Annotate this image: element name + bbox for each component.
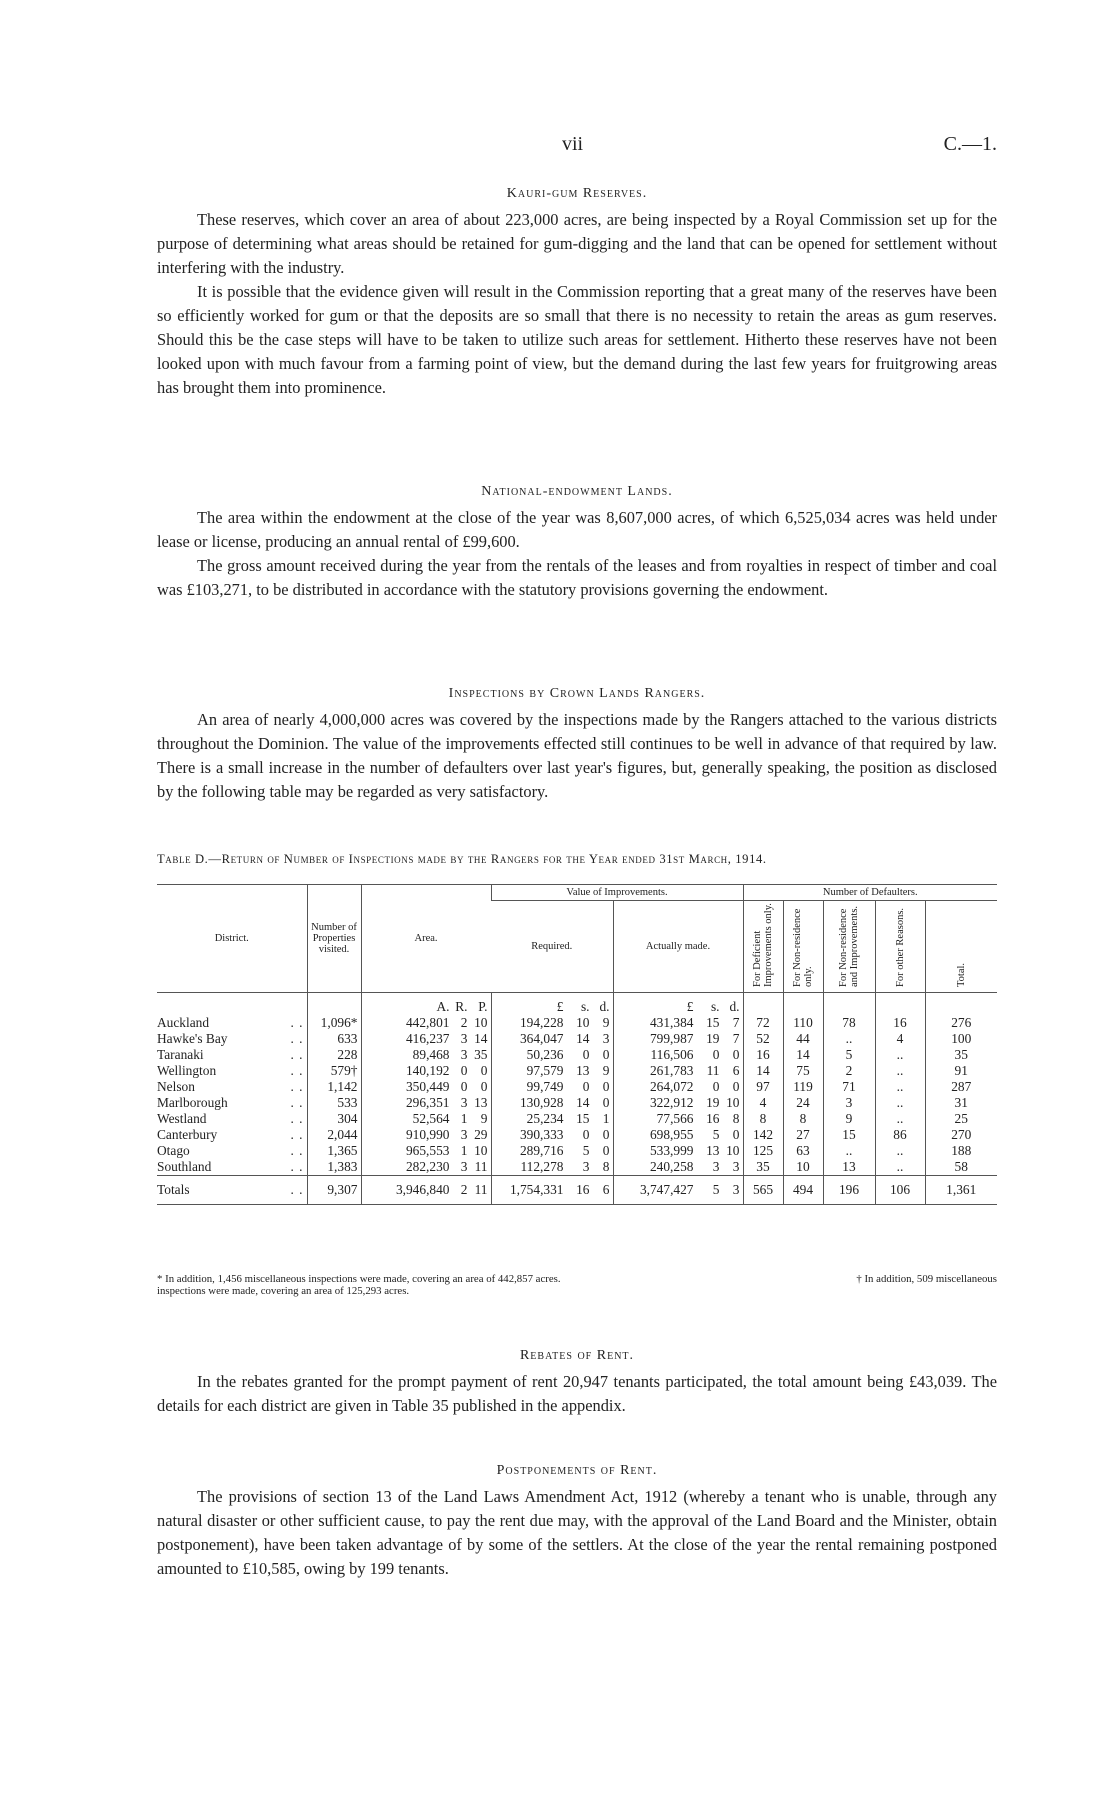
area-acres: 282,230 [405,1159,450,1174]
defaulters-d1: 35 [756,1159,770,1174]
actual-shillings: 3 [712,1159,720,1174]
required-pence: 1 [602,1111,610,1126]
paragraph: An area of nearly 4,000,000 acres was covered by the inspections made by the Rangers attached to the various districts throughout the Dominion. The value of the improvements effected still continues to be well in advance of that required by law. There is a small increase in the number of defaulters over last year's figures, but, generally speaking, the position as disclosed by the following table may be regarded as very satisfactory. [157,710,997,801]
area-acres: 89,468 [412,1047,450,1062]
defaulters-d3: 15 [842,1127,856,1142]
defaulters-d4: 86 [893,1127,907,1142]
required-pounds: 97,579 [526,1063,564,1078]
area-perches: 29 [474,1127,488,1142]
area-perches: 13 [474,1095,488,1110]
area-perches: 10 [474,1143,488,1158]
actual-pounds: 77,566 [656,1111,694,1126]
defaulters-tot: 100 [951,1031,972,1046]
defaulters-d4: .. [896,1063,904,1078]
required-pounds: 390,333 [519,1127,564,1142]
defaulters-tot: 1,361 [946,1182,977,1197]
area-roods: 3 [460,1047,468,1062]
area-acres: 416,237 [405,1031,450,1046]
inspections-table [157,884,997,1205]
properties-visited: 633 [337,1031,358,1046]
header-actual: Actually made. [613,901,743,993]
area-acres: 296,351 [405,1095,450,1110]
heading-postponements: Postponements of Rent. [496,1463,658,1478]
defaulters-d1: 52 [756,1031,770,1046]
actual-pence: 6 [732,1063,740,1078]
defaulters-d2: 63 [796,1143,810,1158]
defaulters-d1: 8 [759,1111,767,1126]
actual-pence: 8 [732,1111,740,1126]
area-perches: 11 [474,1182,488,1197]
paragraph: It is possible that the evidence given will result in the Commission reporting that a great many of the reserves have been so efficiently worked for gum or that the deposits are so small that there is no necessity to retain the areas as gum reserves. Should this be the case steps will have to be taken to utilize such areas for settlement. Hitherto these reserves have not been looked upon with much favour from a farming point of view, but the demand during the last few years for fruitgrowing areas has brought them into prominence. [157,282,997,397]
table-row [157,1031,997,1047]
defaulters-d2: 27 [796,1127,810,1142]
required-pounds: 25,234 [526,1111,564,1126]
required-shillings: 16 [576,1182,590,1197]
district-name: Hawke's Bay [157,1031,228,1046]
defaulters-d1: 125 [752,1143,774,1158]
district-name: Auckland [157,1015,210,1030]
actual-pence: 0 [732,1127,740,1142]
defaulters-d4: 16 [893,1015,907,1030]
actual-shillings: 13 [706,1143,720,1158]
unit-shillings: s. [710,999,720,1014]
required-shillings: 3 [582,1159,590,1174]
defaulters-d4: .. [896,1047,904,1062]
section-kauri-gum [157,186,997,400]
required-pounds: 194,228 [519,1015,564,1030]
required-pence: 0 [602,1127,610,1142]
defaulters-d1: 72 [756,1015,770,1030]
area-perches: 0 [480,1079,488,1094]
required-shillings: 15 [576,1111,590,1126]
footnote-dagger-continued: inspections were made, covering an area of 125,293 acres. [157,1285,410,1297]
defaulters-d1: 14 [756,1063,770,1078]
required-shillings: 0 [582,1079,590,1094]
defaulters-tot: 31 [954,1095,968,1110]
properties-visited: 1,096* [320,1015,358,1030]
defaulters-d4: 106 [889,1182,911,1197]
defaulters-d3: .. [845,1031,853,1046]
table-row [157,1111,997,1127]
defaulters-d4: .. [896,1159,904,1174]
header-total-text: Total. [955,962,967,987]
required-pence: 6 [602,1182,610,1197]
required-pence: 0 [602,1143,610,1158]
required-shillings: 10 [576,1015,590,1030]
defaulters-d3: 9 [845,1111,853,1126]
area-roods: 2 [460,1182,468,1197]
properties-visited: 1,142 [327,1079,358,1094]
defaulters-d3: 13 [842,1159,856,1174]
heading-national-endowment: National-endowment Lands. [481,484,673,499]
header-def-nonres-text: For Non-residence only. [792,908,814,987]
actual-pence: 0 [732,1047,740,1062]
defaulters-d4: .. [896,1095,904,1110]
defaulters-d3: 71 [842,1079,856,1094]
area-roods: 3 [460,1127,468,1142]
actual-pounds: 698,955 [649,1127,694,1142]
actual-pounds: 240,258 [649,1159,694,1174]
defaulters-tot: 287 [951,1079,972,1094]
area-perches: 35 [474,1047,488,1062]
properties-visited: 2,044 [327,1127,358,1142]
actual-shillings: 0 [712,1079,720,1094]
defaulters-d2: 119 [793,1079,813,1094]
district-name: Otago [157,1143,190,1158]
defaulters-tot: 270 [951,1127,972,1142]
properties-visited: 228 [337,1047,358,1062]
leader-dots: . . [290,1047,304,1062]
defaulters-d2: 110 [793,1015,813,1030]
defaulters-d2: 494 [792,1182,814,1197]
district-name: Taranaki [157,1047,204,1062]
header-area: Area. [361,885,491,993]
district-name: Wellington [157,1063,217,1078]
actual-pence: 3 [732,1159,740,1174]
defaulters-d3: 78 [842,1015,856,1030]
actual-pence: 3 [732,1182,740,1197]
required-pence: 0 [602,1095,610,1110]
required-shillings: 13 [576,1063,590,1078]
area-roods: 1 [460,1111,468,1126]
actual-shillings: 11 [706,1063,720,1078]
defaulters-d3: 2 [845,1063,853,1078]
leader-dots: . . [290,1015,304,1030]
district-name: Marlborough [157,1095,228,1110]
actual-shillings: 5 [712,1127,720,1142]
header-total [925,901,997,993]
heading-kauri-gum: Kauri-gum Reserves. [506,186,648,201]
defaulters-d4: .. [896,1079,904,1094]
header-def-nonres-imp-text: For Non-residence and Improvements. [838,905,860,987]
table-row [157,1127,997,1143]
heading-rebates: Rebates of Rent. [519,1348,635,1363]
defaulters-d1: 4 [759,1095,767,1110]
properties-visited: 533 [337,1095,358,1110]
defaulters-d1: 565 [752,1182,774,1197]
actual-pence: 7 [732,1031,740,1046]
leader-dots: . . [290,1111,304,1126]
document-reference: C.—1. [943,133,997,155]
area-perches: 11 [474,1159,488,1174]
paragraph: The provisions of section 13 of the Land Laws Amendment Act, 1912 (whereby a tenant who is unable, through any natural disaster or other sufficient cause, to pay the rent due may, with the approval of the Land Board and the Minister, obtain postponement), have been taken advantage of by some of the settlers. At the close of the year the rental remaining postponed amounted to £10,585, owing by 199 tenants. [157,1487,997,1578]
area-acres: 910,990 [405,1127,450,1142]
properties-visited: 1,365 [327,1143,358,1158]
actual-shillings: 0 [712,1047,720,1062]
required-pounds: 364,047 [519,1031,564,1046]
table-footnotes [157,1273,997,1297]
actual-shillings: 19 [706,1031,720,1046]
area-acres: 52,564 [412,1111,450,1126]
area-acres: 965,553 [405,1143,450,1158]
unit-shillings: s. [580,999,590,1014]
area-acres: 350,449 [405,1079,450,1094]
defaulters-d2: 10 [796,1159,810,1174]
required-pence: 9 [602,1015,610,1030]
defaulters-tot: 276 [951,1015,972,1030]
area-roods: 3 [460,1159,468,1174]
leader-dots: . . [290,1079,304,1094]
table-title: Table D.—Return of Number of Inspections made by the Rangers for the Year ended 31st March, 1914. [157,852,767,866]
district-name: Canterbury [157,1127,218,1142]
area-perches: 0 [480,1063,488,1078]
area-acres: 140,192 [405,1063,450,1078]
required-pounds: 1,754,331 [509,1182,564,1197]
defaulters-d3: 196 [838,1182,860,1197]
area-roods: 3 [460,1031,468,1046]
required-pounds: 99,749 [526,1079,564,1094]
required-shillings: 14 [576,1095,590,1110]
actual-pounds: 322,912 [649,1095,694,1110]
defaulters-d1: 16 [756,1047,770,1062]
paragraph: In the rebates granted for the prompt payment of rent 20,947 tenants participated, the total amount being £43,039. The details for each district are given in Table 35 published in the appendix. [157,1372,997,1415]
page-number: vii [562,133,584,155]
header-def-other-text: For other Reasons. [894,907,906,987]
header-def-nonres [783,901,823,993]
defaulters-d2: 75 [796,1063,810,1078]
defaulters-tot: 91 [954,1063,968,1078]
actual-pounds: 799,987 [649,1031,694,1046]
properties-visited: 9,307 [327,1182,358,1197]
actual-pence: 7 [732,1015,740,1030]
required-shillings: 0 [582,1047,590,1062]
leader-dots: . . [290,1031,304,1046]
actual-shillings: 19 [706,1095,720,1110]
defaulters-d1: 97 [756,1079,770,1094]
actual-pounds: 533,999 [649,1143,694,1158]
unit-pence: d. [729,999,740,1014]
section-national-endowment [157,484,997,602]
actual-pounds: 261,783 [649,1063,694,1078]
actual-pounds: 116,506 [650,1047,694,1062]
unit-roods: R. [455,999,468,1014]
unit-pounds: £ [686,999,694,1014]
units-row [157,993,997,1016]
area-perches: 9 [480,1111,488,1126]
table-row [157,1095,997,1111]
actual-shillings: 5 [712,1182,720,1197]
required-pounds: 50,236 [526,1047,564,1062]
actual-pence: 0 [732,1079,740,1094]
paragraph: The gross amount received during the year from the rentals of the leases and from royalties in respect of timber and coal was £103,271, to be distributed in accordance with the statutory provisions governing the endowment. [157,556,997,599]
leader-dots: . . [290,1095,304,1110]
header-defaulters-group: Number of Defaulters. [743,885,997,901]
required-pence: 8 [602,1159,610,1174]
district-name: Westland [157,1111,207,1126]
defaulters-d1: 142 [752,1127,774,1142]
paragraph: These reserves, which cover an area of about 223,000 acres, are being inspected by a Royal Commission set up for the purpose of determining what areas should be retained for gum-digging and the land that can be opened for settlement without interfering with the industry. [157,210,997,277]
header-def-nonres-imp [823,901,875,993]
defaulters-tot: 25 [954,1111,968,1126]
required-pence: 3 [602,1031,610,1046]
area-roods: 2 [460,1015,468,1030]
leader-dots: . . [290,1143,304,1158]
table-row [157,1015,997,1031]
required-pounds: 289,716 [519,1143,564,1158]
required-pounds: 112,278 [520,1159,564,1174]
section-postponements [157,1463,997,1581]
actual-pence: 10 [726,1143,740,1158]
header-def-deficient [743,901,783,993]
area-roods: 0 [460,1063,468,1078]
table-row [157,1047,997,1063]
required-pence: 0 [602,1047,610,1062]
header-district: District. [157,885,307,993]
leader-dots: . . [290,1127,304,1142]
defaulters-tot: 188 [951,1143,972,1158]
table-row [157,1079,997,1095]
header-def-other [875,901,925,993]
district-name: Nelson [157,1079,195,1094]
paragraph: The area within the endowment at the close of the year was 8,607,000 acres, of which 6,525,034 acres was held under lease or license, producing an annual rental of £99,600. [157,508,997,551]
area-roods: 3 [460,1095,468,1110]
actual-pence: 10 [726,1095,740,1110]
footnote-dagger: † In addition, 509 miscellaneous [856,1273,997,1285]
page-header [157,133,997,159]
defaulters-d2: 14 [796,1047,810,1062]
defaulters-d3: .. [845,1143,853,1158]
section-rebates [157,1348,997,1418]
defaulters-d3: 5 [845,1047,853,1062]
unit-pounds: £ [556,999,564,1014]
table-row [157,1159,997,1176]
actual-pounds: 3,747,427 [639,1182,694,1197]
area-acres: 3,946,840 [395,1182,450,1197]
leader-dots: . . [290,1182,304,1197]
header-properties: Number of Properties visited. [307,885,361,993]
properties-visited: 1,383 [327,1159,358,1174]
defaulters-d4: 4 [896,1031,904,1046]
required-pounds: 130,928 [519,1095,564,1110]
leader-dots: . . [290,1159,304,1174]
area-perches: 10 [474,1015,488,1030]
properties-visited: 579† [330,1063,358,1078]
unit-pence: d. [599,999,610,1014]
defaulters-d4: .. [896,1143,904,1158]
footnote-asterisk: * In addition, 1,456 miscellaneous inspections were made, covering an area of 442,857 acres. [157,1273,561,1285]
header-value-group: Value of Improvements. [491,885,743,901]
district-name: Southland [157,1159,212,1174]
header-def-deficient-text: For Deficient Improvements only. [752,903,774,987]
actual-pounds: 431,384 [649,1015,694,1030]
actual-pounds: 264,072 [649,1079,694,1094]
area-roods: 0 [460,1079,468,1094]
area-acres: 442,801 [405,1015,450,1030]
properties-visited: 304 [337,1111,358,1126]
table-row [157,1063,997,1079]
defaulters-d2: 8 [799,1111,807,1126]
leader-dots: . . [290,1063,304,1078]
heading-inspections: Inspections by Crown Lands Rangers. [448,686,706,701]
defaulters-d2: 24 [796,1095,810,1110]
required-pence: 0 [602,1079,610,1094]
table-row [157,1143,997,1159]
required-pence: 9 [602,1063,610,1078]
defaulters-tot: 58 [954,1159,968,1174]
totals-row [157,1176,997,1205]
defaulters-d2: 44 [796,1031,810,1046]
area-perches: 14 [474,1031,488,1046]
defaulters-d3: 3 [845,1095,853,1110]
actual-shillings: 16 [706,1111,720,1126]
header-required: Required. [491,901,613,993]
defaulters-tot: 35 [954,1047,968,1062]
required-shillings: 5 [582,1143,590,1158]
actual-shillings: 15 [706,1015,720,1030]
unit-acres: A. [436,999,450,1014]
section-inspections [157,686,997,804]
unit-perches: P. [478,999,488,1014]
required-shillings: 14 [576,1031,590,1046]
area-roods: 1 [460,1143,468,1158]
required-shillings: 0 [582,1127,590,1142]
district-name: Totals [157,1182,190,1197]
defaulters-d4: .. [896,1111,904,1126]
